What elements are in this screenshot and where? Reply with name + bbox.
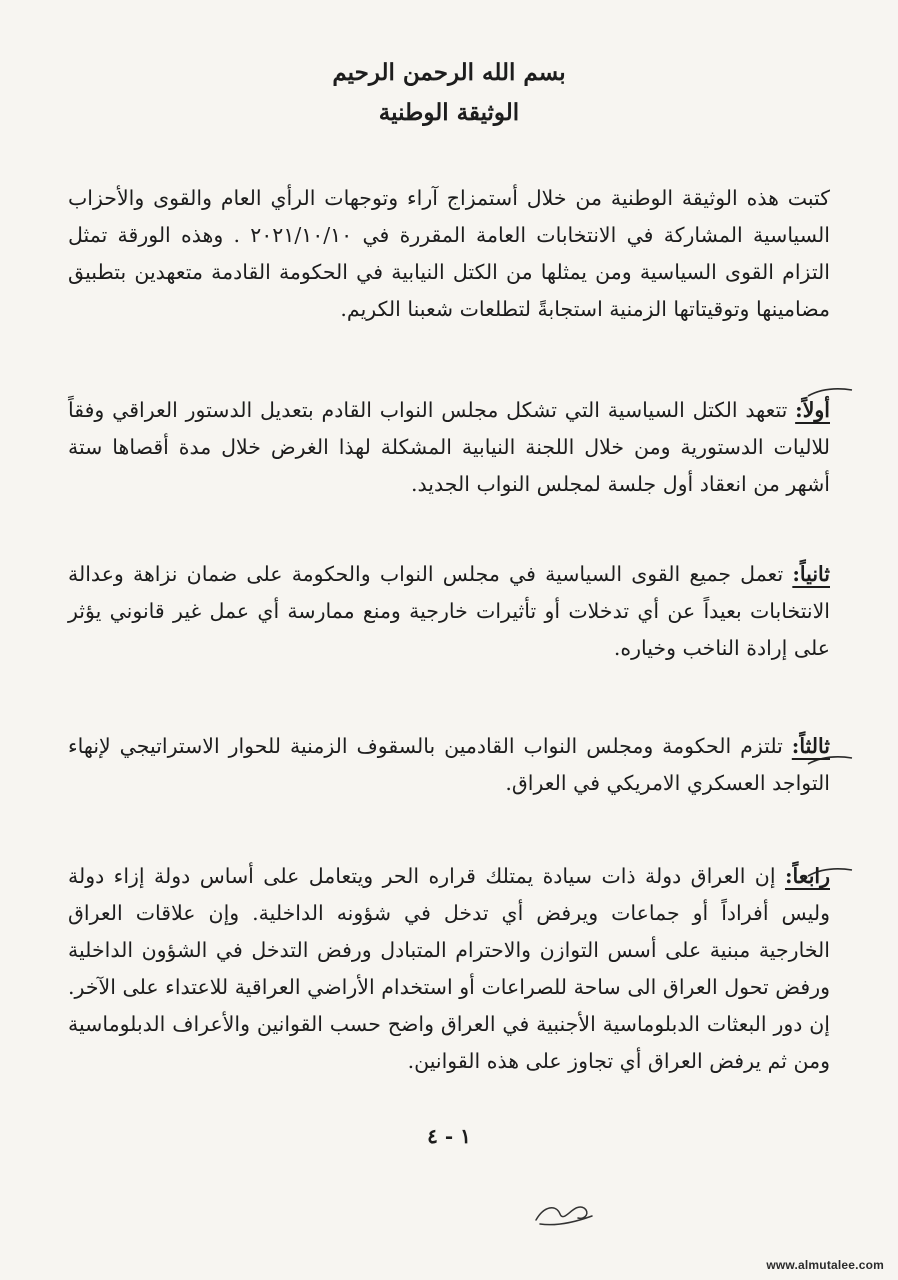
section-text: إن العراق دولة ذات سيادة يمتلك قراره الحر ويتعامل على أساس دولة إزاء دولة وليس أفراداً أو جماعات ويرفض أي تدخل في شؤونه الداخلية. وإن علاقات العراق الخارجية مبنية على أسس التوازن والاحترام المتبادل ورفض التدخل في الشؤون الداخلية ورفض تحول العراق الى ساحة للصراعات أو استخدام الأراضي العراقية للاعتداء على الآخر. إن دور البعثات الدبلوماسية الأجنبية في العراق واضح حسب القوانين والأعراف الدبلوماسية ومن ثم يرفض العراق أي تجاوز على هذه القوانين. — [68, 864, 830, 1073]
signature-icon — [530, 1196, 600, 1230]
section-text: تتعهد الكتل السياسية التي تشكل مجلس النواب القادم بتعديل الدستور العراقي وفقاً للاليات الدستورية ومن خلال اللجنة النيابية المشكلة لهذا الغرض خلال مدة أقصاها ستة أشهر من انعقاد أول جلسة لمجلس النواب الجديد. — [68, 398, 830, 496]
section-fourth — [68, 858, 830, 1080]
section-lead: أولاً: — [795, 398, 830, 422]
section-lead: رابعاً: — [784, 864, 830, 888]
section-lead: ثانياً: — [792, 562, 830, 586]
page-number: ١ - ٤ — [427, 1124, 471, 1148]
section-text: تلتزم الحكومة ومجلس النواب القادمين بالسقوف الزمنية للحوار الاستراتيجي لإنهاء التواجد العسكري الامريكي في العراق. — [68, 734, 830, 795]
section-second — [68, 556, 830, 667]
section-text: تعمل جميع القوى السياسية في مجلس النواب والحكومة على ضمان نزاهة وعدالة الانتخابات بعيداً عن أي تدخلات أو تأثيرات خارجية ومنع ممارسة أي عمل غير قانوني يؤثر على إرادة الناخب وخياره. — [68, 562, 830, 660]
website-watermark: www.almutalee.com — [766, 1258, 884, 1272]
section-third — [68, 728, 830, 802]
section-first — [68, 392, 830, 503]
intro-paragraph: كتبت هذه الوثيقة الوطنية من خلال أستمزاج آراء وتوجهات الرأي العام والقوى والأحزاب السياسية المشاركة في الانتخابات العامة المقررة في ٢٠٢١/١٠/١٠ . وهذه الورقة تمثل التزام القوى السياسية ومن يمثلها من الكتل النيابية في الحكومة القادمة متعهدين بتطبيق مضامينها وتوقيتاتها الزمنية استجابةً لتطلعات شعبنا الكريم. — [68, 186, 830, 321]
basmala: بسم الله الرحمن الرحيم — [332, 59, 566, 86]
document-header — [0, 58, 898, 128]
document-title: الوثيقة الوطنية — [378, 99, 520, 126]
section-lead: ثالثاً: — [791, 734, 830, 758]
